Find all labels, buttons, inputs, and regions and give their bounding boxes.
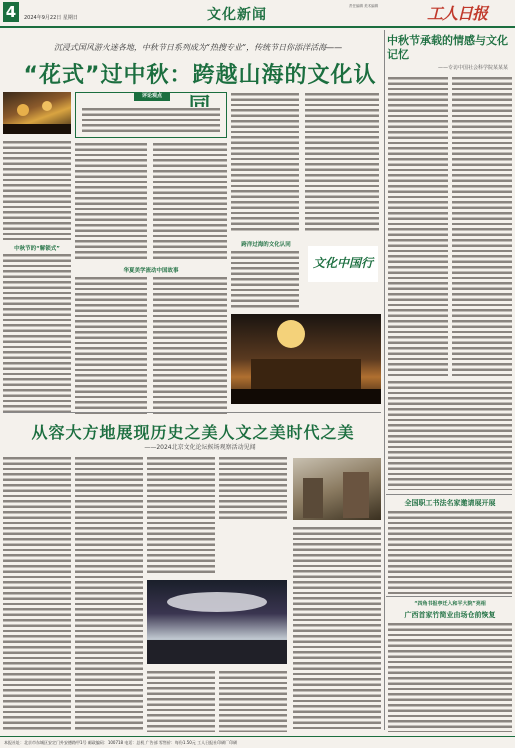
- right-divider: [386, 494, 512, 495]
- newspaper-logo: 工人日报: [427, 4, 488, 23]
- stage-graphic: [231, 314, 381, 404]
- exhibition-graphic: [147, 580, 287, 664]
- main-col2-text-b: [75, 276, 147, 414]
- right-divider-2: [386, 596, 512, 597]
- commentary-text: [82, 107, 220, 135]
- section-title: 文化新闻: [207, 7, 267, 23]
- lantern-graphic: [3, 92, 71, 134]
- right-col2-text: [452, 76, 512, 376]
- lantern-photo: [3, 92, 71, 134]
- second-col5-text: [293, 526, 381, 732]
- second-col4-text-b: [219, 670, 287, 732]
- second-headline: 从容大方地展现历史之美人文之美时代之美: [31, 423, 355, 442]
- section-divider: [3, 412, 381, 413]
- exhibition-photo: [147, 580, 287, 664]
- culture-stamp-text: 文化中国行: [312, 256, 373, 270]
- page-header: [0, 0, 515, 28]
- stage-photo: [231, 314, 381, 404]
- page-number: 4: [3, 2, 19, 22]
- second-col3-text-b: [147, 670, 215, 732]
- column-divider: [384, 30, 385, 730]
- right-col3-text: [388, 380, 512, 490]
- culture-stamp: [308, 246, 378, 282]
- side2-text: [388, 622, 512, 732]
- editor-credits: 责任编辑 美术编辑: [349, 4, 379, 8]
- right-col-text: [388, 76, 448, 376]
- main-headline: “花式”过中秋：跨越山海的文化认: [23, 63, 377, 88]
- right-headline: 中秋节承载的情感与文化记忆: [387, 34, 508, 61]
- subhead-unlock: 中秋节的“解锁式”: [14, 246, 60, 252]
- second-col1-text: [3, 456, 71, 732]
- main-kicker: 沉浸式国风游火迷各地，中秋节日系列成为“热搜专业”，传统节日你添洋活海——: [53, 43, 343, 52]
- main-col4-text-b: [231, 250, 299, 310]
- side-headline-2: “四角书报亭迁入和平大院”亮相: [414, 601, 486, 607]
- second-col3-text: [147, 456, 215, 576]
- main-col4-text: [231, 92, 299, 232]
- subhead-aesthetics: 华夏美学流动中国故事: [123, 268, 179, 274]
- side1-text: [388, 510, 512, 594]
- main-col1-text-b: [3, 253, 71, 413]
- second-col2-text: [75, 456, 143, 732]
- footer-bar: 本报社址：北京市东城区安定门外安德路甲1号 邮政编码：100718 电话：总机 广告部 零售价：每份1.50元 工人日报社印刷厂印刷: [0, 736, 515, 748]
- issue-date: 2024年9月22日 星期日: [24, 15, 78, 21]
- side-headline-1: 全国职工书法名家邀请展开展: [404, 499, 496, 507]
- second-col4-text: [219, 456, 287, 520]
- right-subhead: ——专访中国社会科学院某某某: [437, 65, 508, 71]
- second-subhead: ——2024北京文化论坛候场观察活动见闻: [144, 444, 256, 451]
- commentary-box: [75, 92, 227, 138]
- main-col3-text-b: [153, 276, 227, 414]
- subhead-overseas: 跨洋过海的文化认同: [241, 242, 291, 248]
- museum-graphic: [293, 458, 381, 520]
- side-subhead-2: 广西首家竹简业由场仓前恢复: [404, 611, 496, 619]
- main-col1-text: [3, 140, 71, 240]
- commentary-label: 评论观点: [134, 92, 170, 101]
- museum-photo: [293, 458, 381, 520]
- main-col5-text: [305, 92, 379, 232]
- main-col3-text: [153, 142, 227, 262]
- main-col2-text: [75, 142, 147, 262]
